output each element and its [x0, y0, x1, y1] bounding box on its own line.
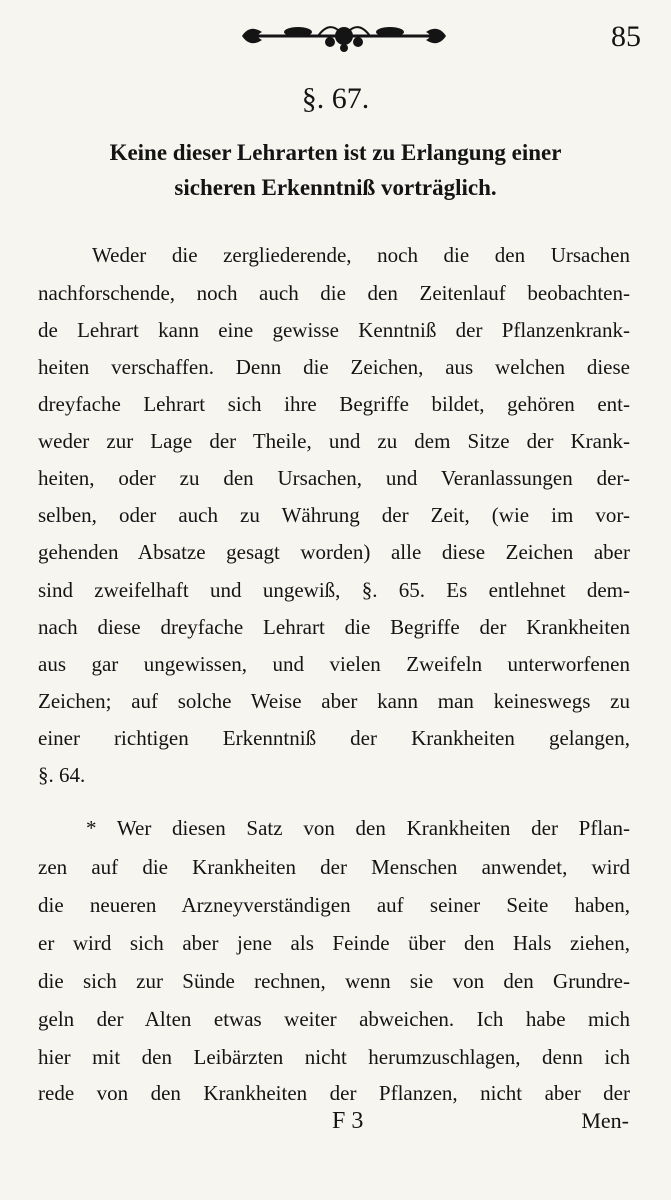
body-line: einer richtigen Erkenntniß der Krankheiten gelangen,	[38, 726, 630, 750]
footnote-line: * Wer diesen Satz von den Krankheiten der Pflan-	[86, 816, 630, 840]
body-line: nach diese dreyfache Lehrart die Begriffe der Krankheiten	[38, 615, 630, 639]
footnote-line: die sich zur Sünde rechnen, wenn sie von den Grundre-	[38, 969, 630, 993]
section-title-line: Keine dieser Lehrarten ist zu Erlangung einer	[109, 140, 562, 165]
body-line: heiten, oder zu den Ursachen, und Veranlassungen der-	[38, 466, 630, 490]
section-title-line: sicheren Erkenntniß vorträglich.	[174, 175, 497, 200]
page-number: 85	[611, 20, 641, 53]
footnote-line: geln der Alten etwas weiter abweichen. Ich habe mich	[38, 1007, 630, 1031]
body-line: weder zur Lage der Theile, und zu dem Sitze der Krank-	[38, 429, 630, 453]
body-line: dreyfache Lehrart sich ihre Begriffe bildet, gehören ent-	[38, 392, 630, 416]
body-line: gehenden Absatze gesagt worden) alle diese Zeichen aber	[38, 540, 630, 564]
body-line: sind zweifelhaft und ungewiß, §. 65. Es entlehnet dem-	[38, 578, 630, 602]
catchword: Men-	[581, 1108, 629, 1133]
body-line: nachforschende, noch auch die den Zeitenlauf beobachten-	[38, 281, 630, 305]
footnote-line: er wird sich aber jene als Feinde über den Hals ziehen,	[38, 931, 630, 955]
body-line: Weder die zergliederende, noch die den Ursachen	[92, 243, 630, 267]
body-line: selben, oder auch zu Währung der Zeit, (wie im vor-	[38, 503, 630, 527]
body-line: aus gar ungewissen, und vielen Zweifeln unterworfenen	[38, 652, 630, 676]
body-line: heiten verschaffen. Denn die Zeichen, aus welchen diese	[38, 355, 630, 379]
body-line: de Lehrart kann eine gewisse Kenntniß der Pflanzenkrank-	[38, 318, 630, 342]
floral-vignette-icon	[238, 20, 450, 52]
signature-mark: F 3	[332, 1108, 364, 1134]
footnote-line: hier mit den Leibärzten nicht herumzuschlagen, denn ich	[38, 1045, 630, 1069]
body-line: §. 64.	[38, 763, 86, 787]
footnote-line: die neueren Arzneyverständigen auf seiner Seite haben,	[38, 893, 630, 917]
footnote-line: zen auf die Krankheiten der Menschen anwendet, wird	[38, 855, 630, 879]
footnote-line: rede von den Krankheiten der Pflanzen, nicht aber der	[38, 1081, 630, 1105]
body-line: Zeichen; auf solche Weise aber kann man keineswegs zu	[38, 689, 630, 713]
section-number: §. 67.	[301, 82, 370, 115]
